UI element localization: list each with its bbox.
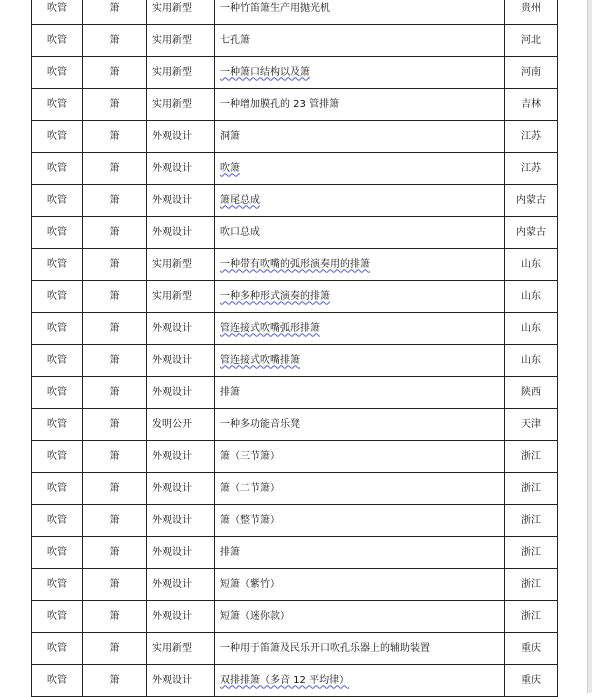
cell-province <box>505 345 558 377</box>
cell-province <box>505 473 558 505</box>
cell-province-text: 山东 <box>521 290 541 302</box>
cell-province <box>505 569 558 601</box>
table-row <box>32 473 558 505</box>
cell-patent-type <box>147 377 215 409</box>
cell-province-text: 山东 <box>521 322 541 334</box>
cell-patent-name <box>215 313 505 345</box>
cell-province-text: 浙江 <box>521 514 541 526</box>
cell-category-text: 吹管 <box>47 98 67 110</box>
cell-patent-name-text: 吹口总成 <box>220 226 260 238</box>
table-row <box>32 377 558 409</box>
cell-patent-name <box>215 121 505 153</box>
cell-province <box>505 377 558 409</box>
cell-patent-name-text: 一种多种形式演奏的排箫 <box>220 290 330 302</box>
cell-patent-type <box>147 409 215 441</box>
cell-item <box>83 25 147 57</box>
cell-patent-name-text: 短箫（紫竹） <box>220 578 280 590</box>
cell-province <box>505 633 558 665</box>
table-row <box>32 25 558 57</box>
table-row <box>32 569 558 601</box>
cell-patent-name-text: 一种箫口结构以及箫 <box>220 66 310 78</box>
cell-category <box>32 25 83 57</box>
table-row <box>32 217 558 249</box>
cell-category-text: 吹管 <box>47 546 67 558</box>
cell-province-text: 天津 <box>521 418 541 430</box>
cell-patent-name <box>215 665 505 697</box>
cell-item <box>83 377 147 409</box>
cell-patent-name <box>215 537 505 569</box>
cell-item <box>83 313 147 345</box>
cell-item-text: 箫 <box>109 546 120 558</box>
cell-patent-name <box>215 57 505 89</box>
cell-province-text: 浙江 <box>521 546 541 558</box>
cell-patent-type <box>147 153 215 185</box>
cell-patent-name <box>215 217 505 249</box>
cell-item <box>83 57 147 89</box>
cell-province-text: 内蒙古 <box>516 194 546 206</box>
cell-item <box>83 537 147 569</box>
cell-patent-name <box>215 153 505 185</box>
cell-patent-type <box>147 473 215 505</box>
cell-patent-name <box>215 0 505 25</box>
table-row <box>32 57 558 89</box>
cell-category-text: 吹管 <box>47 514 67 526</box>
cell-patent-name-text: 箫（三节箫） <box>220 450 280 462</box>
table-row <box>32 281 558 313</box>
cell-category <box>32 345 83 377</box>
cell-province <box>505 505 558 537</box>
cell-province <box>505 0 558 25</box>
cell-item <box>83 665 147 697</box>
cell-category <box>32 185 83 217</box>
cell-patent-name-text: 一种增加膜孔的 23 管排箫 <box>220 98 340 110</box>
cell-patent-name <box>215 505 505 537</box>
cell-province <box>505 217 558 249</box>
cell-patent-type <box>147 345 215 377</box>
cell-patent-type <box>147 537 215 569</box>
cell-category-text: 吹管 <box>47 322 67 334</box>
table-row <box>32 633 558 665</box>
cell-patent-type <box>147 121 215 153</box>
cell-item <box>83 281 147 313</box>
cell-province <box>505 25 558 57</box>
cell-category <box>32 0 83 25</box>
cell-province <box>505 313 558 345</box>
cell-patent-type-text: 外观设计 <box>152 514 192 526</box>
cell-item <box>83 505 147 537</box>
cell-patent-name <box>215 569 505 601</box>
cell-category <box>32 633 83 665</box>
cell-province-text: 河南 <box>521 66 541 78</box>
cell-item <box>83 633 147 665</box>
table-body <box>32 0 558 697</box>
cell-item-text: 箫 <box>109 2 120 14</box>
cell-patent-name <box>215 89 505 121</box>
cell-patent-name <box>215 441 505 473</box>
cell-province-text: 重庆 <box>521 674 541 686</box>
cell-province-text: 河北 <box>521 34 541 46</box>
cell-category <box>32 569 83 601</box>
cell-province-text: 内蒙古 <box>516 226 546 238</box>
cell-patent-type-text: 外观设计 <box>152 578 192 590</box>
cell-patent-type-text: 实用新型 <box>152 34 192 46</box>
cell-item <box>83 89 147 121</box>
cell-item <box>83 345 147 377</box>
cell-category <box>32 281 83 313</box>
cell-patent-type <box>147 217 215 249</box>
table-row <box>32 409 558 441</box>
cell-patent-type <box>147 505 215 537</box>
cell-category <box>32 505 83 537</box>
table-row <box>32 153 558 185</box>
cell-category-text: 吹管 <box>47 482 67 494</box>
cell-patent-name <box>215 281 505 313</box>
cell-item-text: 箫 <box>109 450 120 462</box>
cell-item-text: 箫 <box>109 610 120 622</box>
cell-patent-type <box>147 25 215 57</box>
cell-patent-name <box>215 345 505 377</box>
cell-province <box>505 153 558 185</box>
cell-item <box>83 601 147 633</box>
cell-province-text: 浙江 <box>521 450 541 462</box>
cell-item <box>83 0 147 25</box>
cell-category <box>32 153 83 185</box>
cell-category-text: 吹管 <box>47 34 67 46</box>
cell-province <box>505 249 558 281</box>
table-row <box>32 665 558 697</box>
cell-province-text: 浙江 <box>521 610 541 622</box>
cell-item-text: 箫 <box>109 418 120 430</box>
table-row <box>32 537 558 569</box>
cell-item-text: 箫 <box>109 322 120 334</box>
cell-item <box>83 473 147 505</box>
cell-patent-name-text: 七孔箫 <box>220 34 250 46</box>
cell-item-text: 箫 <box>109 130 120 142</box>
cell-patent-type <box>147 601 215 633</box>
cell-item <box>83 409 147 441</box>
cell-patent-type <box>147 441 215 473</box>
cell-patent-type-text: 外观设计 <box>152 130 192 142</box>
cell-patent-type <box>147 0 215 25</box>
cell-category-text: 吹管 <box>47 450 67 462</box>
cell-item-text: 箫 <box>109 578 120 590</box>
cell-category-text: 吹管 <box>47 258 67 270</box>
cell-patent-type-text: 实用新型 <box>152 2 192 14</box>
cell-item-text: 箫 <box>109 66 120 78</box>
cell-item <box>83 441 147 473</box>
cell-patent-type-text: 实用新型 <box>152 98 192 110</box>
cell-category <box>32 665 83 697</box>
cell-patent-type-text: 外观设计 <box>152 610 192 622</box>
cell-category <box>32 249 83 281</box>
cell-item <box>83 217 147 249</box>
patent-table <box>31 0 558 697</box>
cell-patent-name-text: 排箫 <box>220 546 240 558</box>
cell-province-text: 江苏 <box>521 162 541 174</box>
cell-category <box>32 121 83 153</box>
cell-patent-type-text: 外观设计 <box>152 226 192 238</box>
cell-patent-type-text: 外观设计 <box>152 354 192 366</box>
cell-item-text: 箫 <box>109 98 120 110</box>
cell-category-text: 吹管 <box>47 610 67 622</box>
cell-item-text: 箫 <box>109 514 120 526</box>
table-row <box>32 185 558 217</box>
cell-item <box>83 249 147 281</box>
cell-category <box>32 313 83 345</box>
cell-province <box>505 57 558 89</box>
cell-patent-type-text: 实用新型 <box>152 290 192 302</box>
cell-item-text: 箫 <box>109 354 120 366</box>
cell-patent-name-text: 排箫 <box>220 386 240 398</box>
cell-province <box>505 281 558 313</box>
cell-province <box>505 537 558 569</box>
cell-category-text: 吹管 <box>47 386 67 398</box>
cell-patent-type <box>147 57 215 89</box>
cell-province-text: 山东 <box>521 354 541 366</box>
cell-category <box>32 57 83 89</box>
cell-province <box>505 601 558 633</box>
table-row <box>32 121 558 153</box>
cell-item-text: 箫 <box>109 194 120 206</box>
cell-category <box>32 537 83 569</box>
table-row <box>32 0 558 25</box>
cell-province-text: 山东 <box>521 258 541 270</box>
cell-patent-type <box>147 185 215 217</box>
cell-patent-name <box>215 409 505 441</box>
cell-patent-type <box>147 89 215 121</box>
cell-item-text: 箫 <box>109 290 120 302</box>
cell-province <box>505 185 558 217</box>
table-row <box>32 345 558 377</box>
cell-patent-name-text: 箫（二节箫） <box>220 482 280 494</box>
cell-patent-name <box>215 601 505 633</box>
cell-category-text: 吹管 <box>47 194 67 206</box>
cell-patent-type-text: 外观设计 <box>152 194 192 206</box>
cell-patent-name <box>215 249 505 281</box>
cell-category-text: 吹管 <box>47 226 67 238</box>
cell-patent-name-text: 吹箫 <box>220 162 240 174</box>
cell-category <box>32 601 83 633</box>
table-row <box>32 601 558 633</box>
cell-category <box>32 217 83 249</box>
cell-item-text: 箫 <box>109 642 120 654</box>
cell-patent-name-text: 短箫（迷你款） <box>220 610 290 622</box>
cell-patent-type <box>147 633 215 665</box>
cell-patent-type-text: 外观设计 <box>152 450 192 462</box>
cell-patent-type-text: 实用新型 <box>152 642 192 654</box>
table-row <box>32 313 558 345</box>
cell-category <box>32 473 83 505</box>
cell-province-text: 陕西 <box>521 386 541 398</box>
cell-patent-type-text: 实用新型 <box>152 258 192 270</box>
cell-patent-name <box>215 633 505 665</box>
cell-category-text: 吹管 <box>47 354 67 366</box>
table-row <box>32 505 558 537</box>
cell-item <box>83 121 147 153</box>
cell-patent-type-text: 外观设计 <box>152 546 192 558</box>
cell-item-text: 箫 <box>109 226 120 238</box>
cell-patent-name-text: 一种用于笛箫及民乐开口吹孔乐器上的辅助装置 <box>220 642 430 654</box>
cell-item <box>83 153 147 185</box>
cell-category-text: 吹管 <box>47 578 67 590</box>
cell-province-text: 吉林 <box>521 98 541 110</box>
cell-patent-name-text: 箫尾总成 <box>220 194 260 206</box>
page-edge <box>587 0 592 693</box>
cell-item-text: 箫 <box>109 162 120 174</box>
cell-province-text: 浙江 <box>521 578 541 590</box>
cell-item-text: 箫 <box>109 258 120 270</box>
cell-patent-type <box>147 313 215 345</box>
cell-province <box>505 665 558 697</box>
cell-patent-type <box>147 281 215 313</box>
cell-item <box>83 569 147 601</box>
cell-patent-type-text: 外观设计 <box>152 386 192 398</box>
cell-patent-type <box>147 249 215 281</box>
cell-patent-type-text: 实用新型 <box>152 66 192 78</box>
table-row <box>32 249 558 281</box>
cell-category-text: 吹管 <box>47 290 67 302</box>
cell-patent-type-text: 外观设计 <box>152 674 192 686</box>
cell-category <box>32 409 83 441</box>
table-row <box>32 441 558 473</box>
cell-province-text: 重庆 <box>521 642 541 654</box>
cell-category-text: 吹管 <box>47 66 67 78</box>
cell-patent-name-text: 管连接式吹嘴排箫 <box>220 354 300 366</box>
cell-category-text: 吹管 <box>47 418 67 430</box>
cell-category <box>32 377 83 409</box>
cell-patent-type-text: 发明公开 <box>152 418 192 430</box>
cell-patent-name-text: 双排排箫（多音 12 平均律） <box>220 674 350 686</box>
cell-patent-name-text: 洞箫 <box>220 130 240 142</box>
cell-item-text: 箫 <box>109 482 120 494</box>
cell-category-text: 吹管 <box>47 674 67 686</box>
cell-category-text: 吹管 <box>47 2 67 14</box>
cell-province <box>505 409 558 441</box>
cell-patent-name <box>215 473 505 505</box>
cell-province-text: 浙江 <box>521 482 541 494</box>
cell-patent-name <box>215 185 505 217</box>
cell-patent-name-text: 箫（整节箫） <box>220 514 280 526</box>
cell-category <box>32 89 83 121</box>
cell-item-text: 箫 <box>109 386 120 398</box>
cell-patent-type-text: 外观设计 <box>152 482 192 494</box>
cell-patent-type <box>147 665 215 697</box>
cell-category <box>32 441 83 473</box>
table-row <box>32 89 558 121</box>
cell-province-text: 江苏 <box>521 130 541 142</box>
cell-province <box>505 441 558 473</box>
cell-patent-name-text: 一种竹笛箫生产用抛光机 <box>220 2 330 14</box>
cell-category-text: 吹管 <box>47 130 67 142</box>
cell-patent-type-text: 外观设计 <box>152 162 192 174</box>
cell-item <box>83 185 147 217</box>
cell-item-text: 箫 <box>109 34 120 46</box>
cell-patent-name-text: 一种多功能音乐凳 <box>220 418 300 430</box>
cell-patent-type <box>147 569 215 601</box>
cell-patent-type-text: 外观设计 <box>152 322 192 334</box>
cell-province <box>505 89 558 121</box>
cell-patent-name <box>215 25 505 57</box>
cell-patent-name-text: 管连接式吹嘴弧形排箫 <box>220 322 320 334</box>
cell-category-text: 吹管 <box>47 162 67 174</box>
cell-patent-name <box>215 377 505 409</box>
cell-category-text: 吹管 <box>47 642 67 654</box>
cell-province <box>505 121 558 153</box>
cell-patent-name-text: 一种带有吹嘴的弧形演奏用的排箫 <box>220 258 370 270</box>
cell-province-text: 贵州 <box>521 2 541 14</box>
cell-item-text: 箫 <box>109 674 120 686</box>
